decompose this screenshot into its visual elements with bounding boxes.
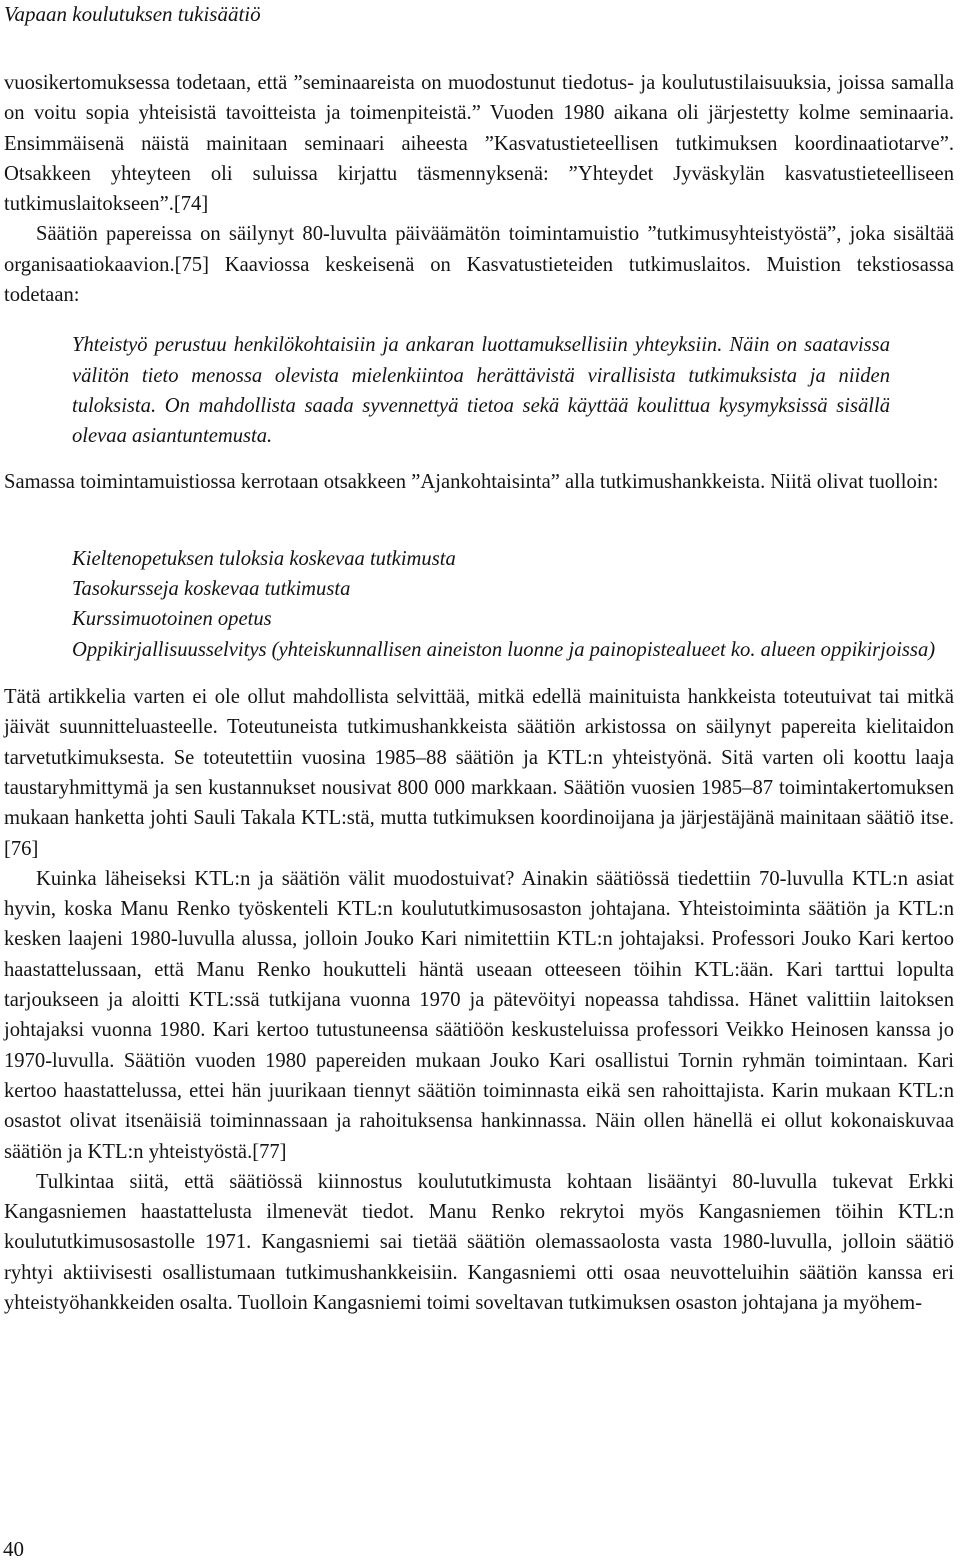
list-item: Kurssimuotoinen opetus: [72, 608, 272, 631]
body-paragraph: Samassa toimintamuistiossa kerrotaan otsakkeen ”Ajankohtaisinta” alla tutkimushankkeista. Niitä olivat tuolloin:: [4, 470, 939, 493]
running-header: Vapaan koulutuksen tukisäätiö: [4, 2, 261, 26]
project-list: [72, 544, 954, 665]
body-paragraph: Tätä artikkelia varten ei ole ollut mahdollista selvittää, mitkä edellä mainituista hankkeista toteutuivat tai mitkä jäivät suunnitteluasteelle. Toteutuneista tutkimushankkeista säätiön arkistossa on säilynyt papereita kielitaidon tarvetutkimuksesta. Se toteutettiin vuosina 1985–88 säätiön ja KTL:n yhteistyönä. Sitä varten oli koottu laaja taustaryhmittymä ja sen kustannukset nousivat 800 000 markkaan. Säätiön vuosien 1985–87 toimintakertomuksen mukaan hanketta johti Sauli Takala KTL:stä, mutta tutkimuksen koordinoijana ja järjestäjänä mainitaan säätiö itse.[76]: [4, 686, 954, 860]
page-number: 40: [3, 1537, 24, 1561]
body-paragraph: Kuinka läheiseksi KTL:n ja säätiön välit muodostuivat? Ainakin säätiössä tiedettiin 70-luvulla KTL:n asiat hyvin, koska Manu Renko työskenteli KTL:n koulututkimusosaston johtajana. Yhteistoiminta säätiön ja KTL:n kesken laajeni 1980-luvulla alussa, jolloin Jouko Kari nimitettiin KTL:n johtajaksi. Professori Jouko Kari kertoo haastattelussaan, että Manu Renko houkutteli häntä useaan otteeseen töihin KTL:ään. Kari tarttui lopulta tarjoukseen ja aloitti KTL:ssä tutkijana vuonna 1970 ja pätevöityi nopeassa tahdissa. Hänet valittiin laitoksen johtajaksi vuonna 1980. Kari kertoo tutustuneensa säätiöön keskusteluissa professori Veikko Heinosen kanssa jo 1970-luvulla. Säätiön vuoden 1980 papereiden mukaan Jouko Kari osallistui Tornin ryhmän toimintaan. Kari kertoo haastattelussa, ettei hän juurikaan tiennyt säätiön toiminnasta eikä sen rahoittajista. Karin mukaan KTL:n osastot olivat itsenäisiä toiminnassaan ja rahoituksensa hankinnassa. Näin ollen hänellä ei ollut kokonaiskuvaa säätiön ja KTL:n yhteistyöstä.[77]: [4, 867, 954, 1163]
body-paragraph: Tulkintaa siitä, että säätiössä kiinnostus koulututkimusta kohtaan lisääntyi 80-luvulla tukevat Erkki Kangasniemen haastattelusta ilmenevät tiedot. Manu Renko rekrytoi myös Kangasniemen töihin KTL:n koulututkimusosastolle 1971. Kangasniemi sai tietää säätiön olemassaolosta vasta 1980-luvulla, jolloin säätiö ryhtyi aktiivisesti osallistumaan tutkimushankkeisiin. Kangasniemi otti osaa neuvotteluihin säätiön kanssa eri yhteistyöhankkeiden osalta. Tuolloin Kangasniemi toimi soveltavan tutkimuksen osaston johtajana ja myöhem-: [4, 1170, 954, 1314]
list-item: Tasokursseja koskevaa tutkimusta: [72, 578, 351, 601]
body-paragraph: vuosikertomuksessa todetaan, että ”seminaareista on muodostunut tiedotus- ja koulutustilaisuuksia, joissa samalla on voitu sopia yhteisistä tavoitteista ja toimenpiteistä.” Vuoden 1980 aikana oli järjestetty kolme seminaaria. Ensimmäisenä näistä mainitaan seminaari aiheesta ”Kasvatustieteellisen tutkimuksen koordinaatiotarve”. Otsakkeen yhteyteen oli suluissa kirjattu täsmennyksenä: ”Yhteydet Jyväskylän kasvatustieteelliseen tutkimuslaitokseen”.[74]: [4, 72, 954, 216]
list-item: Oppikirjallisuusselvitys (yhteiskunnallisen aineiston luonne ja painopistealueet ko. alueen oppikirjoissa): [72, 638, 936, 661]
list-item: Kieltenopetuksen tuloksia koskevaa tutkimusta: [72, 547, 456, 570]
article-body: [4, 68, 954, 1318]
block-quote: Yhteistyö perustuu henkilökohtaisiin ja ankaran luottamuksellisiin yhteyksiin. Näin on saatavissa välitön tieto menossa olevista mielenkiintoa herättävistä virallisista tutkimuksista ja niiden tuloksista. On mahdollista saada syvennettyä tietoa sekä käyttää koulittua kysymyksissä sisällä olevaa asiantuntemusta.: [72, 334, 890, 448]
body-paragraph: Säätiön papereissa on säilynyt 80-luvulta päiväämätön toimintamuistio ”tutkimusyhteistyöstä”, joka sisältää organisaatiokaavion.[75] Kaaviossa keskeisenä on Kasvatustieteiden tutkimuslaitos. Muistion tekstiosassa todetaan:: [4, 223, 954, 307]
